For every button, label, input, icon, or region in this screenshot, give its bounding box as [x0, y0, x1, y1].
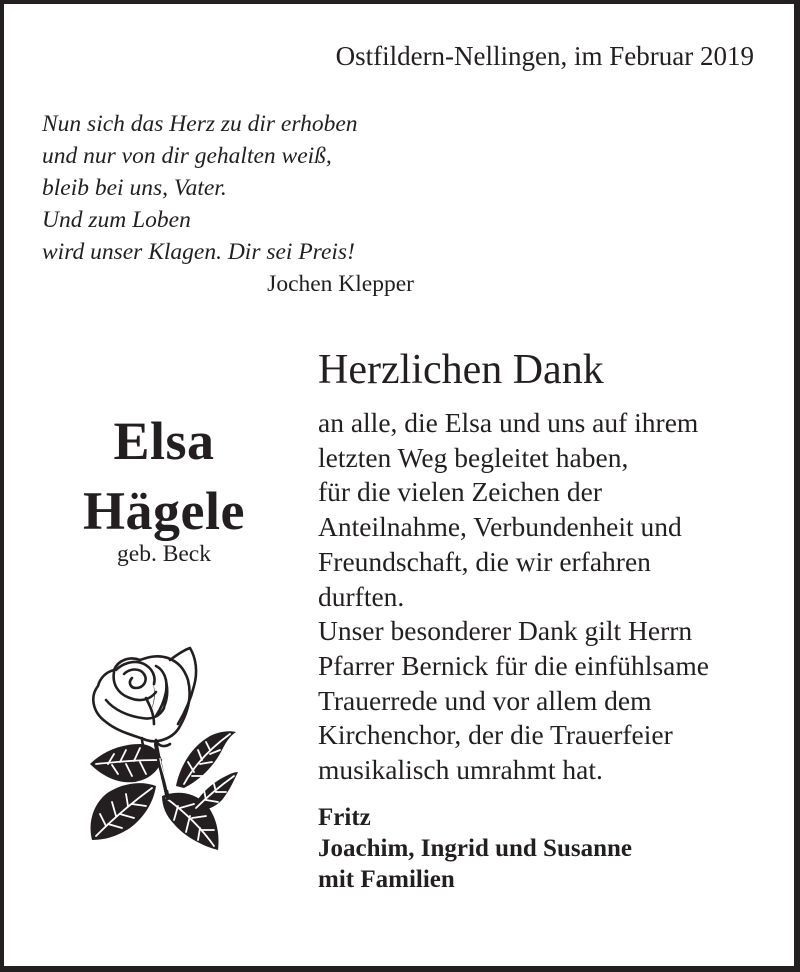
thanks-line: an alle, die Elsa und uns auf ihrem: [318, 407, 699, 438]
signatures-block: [318, 802, 788, 895]
thanks-title: Herzlichen Dank: [318, 347, 604, 393]
thanks-line: letzten Weg begleitet haben,: [318, 441, 629, 473]
deceased-name-block: [34, 406, 294, 568]
thanks-line: für die vielen Zeichen der: [318, 476, 603, 508]
quote-line: bleib bei uns, Vater.: [42, 175, 227, 201]
thanks-line: Kirchenchor, der die Trauerfeier: [318, 719, 673, 751]
thanks-line: Pfarrer Bernick für die einfühlsame: [318, 649, 709, 681]
thanks-line: Anteilnahme, Verbundenheit und: [318, 511, 682, 543]
deceased-birth-name: geb. Beck: [117, 541, 211, 567]
quote-author: Jochen Klepper: [267, 271, 414, 297]
quote-line: und nur von dir gehalten weiß,: [42, 143, 332, 169]
deceased-first-name: Elsa: [113, 411, 215, 471]
thanks-line: musikalisch umrahmt hat.: [318, 754, 603, 786]
quote-line: Und zum Loben: [42, 207, 191, 233]
signature-line: Joachim, Ingrid und Susanne: [318, 834, 633, 862]
thanks-line: Trauerrede und vor allem dem: [318, 684, 652, 716]
quote-line: Nun sich das Herz zu dir erhoben: [42, 111, 358, 137]
signature-line: mit Familien: [318, 865, 455, 893]
place-date: Ostfildern-Nellingen, im Februar 2019: [335, 41, 754, 71]
thanks-line: durften.: [318, 580, 405, 612]
deceased-last-name: Hägele: [83, 481, 245, 541]
rose-icon: [84, 640, 244, 850]
thanks-block: [318, 344, 788, 895]
quote-line: wird unser Klagen. Dir sei Preis!: [42, 239, 355, 265]
quote-block: [42, 108, 422, 300]
signature-line: Fritz: [318, 803, 371, 831]
thanks-line: Unser besonderer Dank gilt Herrn: [318, 615, 693, 647]
thanks-line: Freundschaft, die wir erfahren: [318, 545, 651, 577]
